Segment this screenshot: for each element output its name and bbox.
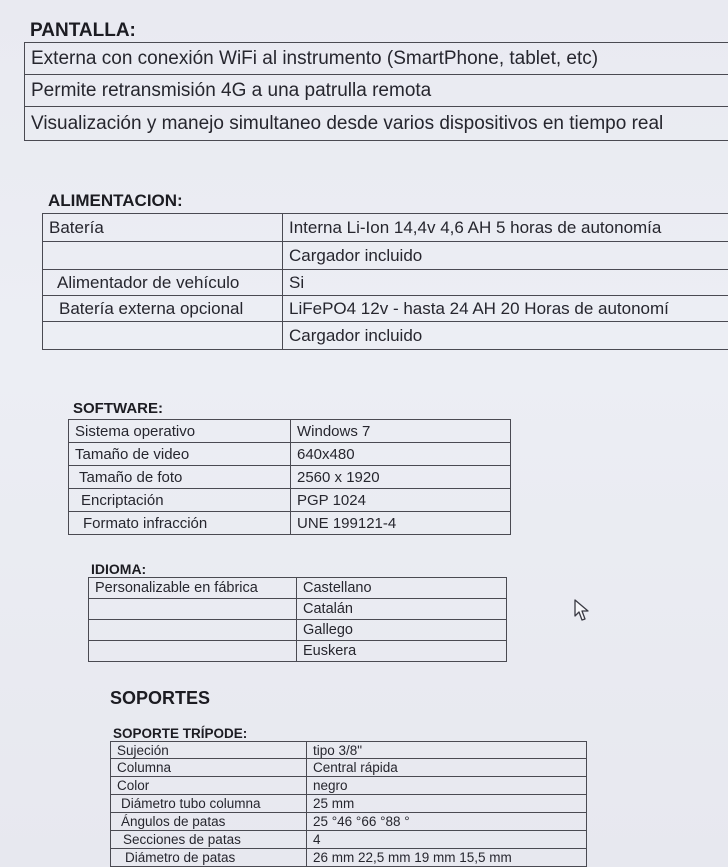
table-row bbox=[111, 813, 587, 831]
table-row bbox=[111, 795, 587, 813]
table-cell: Gallego bbox=[297, 620, 507, 641]
table-cell: Si bbox=[283, 270, 728, 296]
table-row bbox=[89, 599, 507, 620]
table-row bbox=[43, 242, 728, 270]
table-cell bbox=[89, 599, 297, 620]
table-row bbox=[43, 296, 728, 322]
table-cell: Cargador incluido bbox=[283, 242, 728, 270]
table-cell: Alimentador de vehículo bbox=[43, 270, 283, 296]
mouse-pointer-icon bbox=[574, 599, 592, 623]
table-cell: Encriptación bbox=[69, 489, 291, 512]
alimentacion-table bbox=[42, 213, 728, 350]
table-cell: 640x480 bbox=[291, 443, 511, 466]
table-cell: 2560 x 1920 bbox=[291, 466, 511, 489]
table-cell bbox=[89, 641, 297, 662]
pantalla-title: PANTALLA: bbox=[30, 20, 136, 41]
idioma-table bbox=[88, 577, 507, 662]
table-row bbox=[43, 322, 728, 350]
table-cell: 4 bbox=[307, 831, 587, 849]
table-cell: Cargador incluido bbox=[283, 322, 728, 350]
table-cell: 25 mm bbox=[307, 795, 587, 813]
software-title: SOFTWARE: bbox=[73, 400, 163, 417]
pantalla-table bbox=[24, 42, 728, 141]
table-cell: Externa con conexión WiFi al instrumento (SmartPhone, tablet, etc) bbox=[25, 43, 728, 75]
table-cell: Batería bbox=[43, 214, 283, 242]
table-cell: PGP 1024 bbox=[291, 489, 511, 512]
table-row bbox=[25, 43, 728, 75]
software-table bbox=[68, 419, 511, 535]
table-row bbox=[111, 742, 587, 759]
table-row bbox=[89, 641, 507, 662]
table-row bbox=[89, 620, 507, 641]
table-row bbox=[43, 270, 728, 296]
table-row bbox=[69, 466, 511, 489]
soporte-tripode-title: SOPORTE TRÍPODE: bbox=[113, 726, 248, 741]
table-cell: Permite retransmisión 4G a una patrulla remota bbox=[25, 75, 728, 107]
table-cell bbox=[89, 620, 297, 641]
table-cell: Diámetro tubo columna bbox=[111, 795, 307, 813]
table-cell: Visualización y manejo simultaneo desde varios dispositivos en tiempo real bbox=[25, 107, 728, 141]
soporte-tripode-table bbox=[110, 741, 587, 867]
alimentacion-title: ALIMENTACION: bbox=[48, 191, 183, 210]
table-cell: Diámetro de patas bbox=[111, 849, 307, 867]
table-cell: Sujeción bbox=[111, 742, 307, 759]
table-row bbox=[111, 831, 587, 849]
table-cell bbox=[43, 322, 283, 350]
table-cell: Sistema operativo bbox=[69, 420, 291, 443]
table-cell: Central rápida bbox=[307, 759, 587, 777]
table-cell: Interna Li-Ion 14,4v 4,6 AH 5 horas de autonomía bbox=[283, 214, 728, 242]
table-row bbox=[111, 777, 587, 795]
idioma-title: IDIOMA: bbox=[91, 561, 147, 577]
table-cell: Euskera bbox=[297, 641, 507, 662]
soportes-title: SOPORTES bbox=[110, 688, 211, 708]
table-cell: LiFePO4 12v - hasta 24 AH 20 Horas de autonomí bbox=[283, 296, 728, 322]
table-cell: Windows 7 bbox=[291, 420, 511, 443]
table-cell: 25 °46 °66 °88 ° bbox=[307, 813, 587, 831]
table-cell: Catalán bbox=[297, 599, 507, 620]
table-cell: 26 mm 22,5 mm 19 mm 15,5 mm bbox=[307, 849, 587, 867]
table-cell: Formato infracción bbox=[69, 512, 291, 535]
table-cell: Color bbox=[111, 777, 307, 795]
table-cell: Tamaño de video bbox=[69, 443, 291, 466]
table-row bbox=[25, 75, 728, 107]
table-cell: Ángulos de patas bbox=[111, 813, 307, 831]
table-cell: Tamaño de foto bbox=[69, 466, 291, 489]
table-row bbox=[69, 512, 511, 535]
table-row bbox=[69, 443, 511, 466]
table-cell: negro bbox=[307, 777, 587, 795]
table-cell bbox=[43, 242, 283, 270]
table-row bbox=[111, 759, 587, 777]
table-cell: Columna bbox=[111, 759, 307, 777]
table-row bbox=[25, 107, 728, 141]
table-cell: tipo 3/8" bbox=[307, 742, 587, 759]
table-cell: Secciones de patas bbox=[111, 831, 307, 849]
table-row bbox=[69, 420, 511, 443]
table-row bbox=[69, 489, 511, 512]
table-cell: UNE 199121-4 bbox=[291, 512, 511, 535]
table-row bbox=[111, 849, 587, 867]
table-cell: Castellano bbox=[297, 578, 507, 599]
table-row bbox=[43, 214, 728, 242]
table-cell: Batería externa opcional bbox=[43, 296, 283, 322]
table-row bbox=[89, 578, 507, 599]
table-cell: Personalizable en fábrica bbox=[89, 578, 297, 599]
